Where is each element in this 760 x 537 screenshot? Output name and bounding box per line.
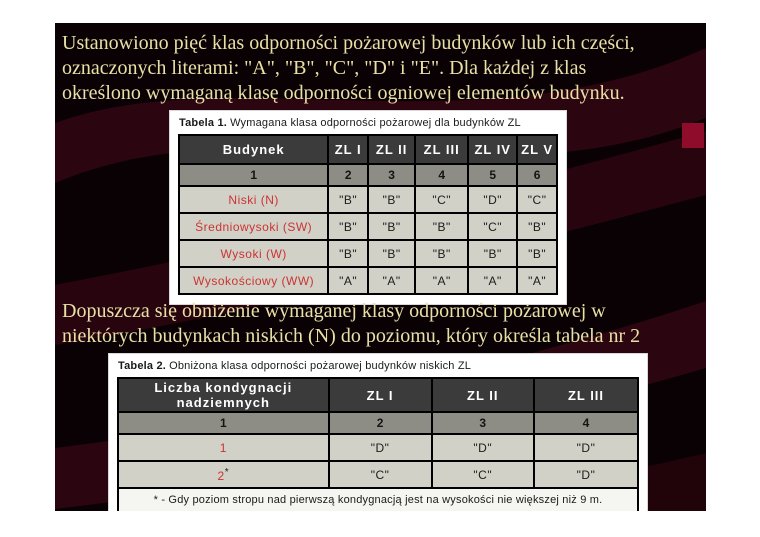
table1-number-cell: 5 [468, 164, 517, 186]
table1-title [179, 117, 558, 129]
table1-cell: "D" [468, 186, 517, 213]
table1-cell: "B" [328, 186, 368, 213]
table2-number-row [118, 412, 638, 434]
table1-row-label: Niski (N) [179, 186, 328, 213]
presentation-slide [55, 23, 706, 511]
table1-header-cell: ZL I [328, 135, 368, 164]
top-paragraph-line: Ustanowiono pięć klas odporności pożarowej budynków lub ich części, [62, 32, 635, 54]
table1-row-sredniowysoki [179, 213, 557, 240]
table1-row-label: Wysoki (W) [179, 240, 328, 267]
table2-cell: "D" [432, 434, 534, 461]
table1-header-row [179, 135, 557, 164]
table1-header-cell: ZL III [415, 135, 468, 164]
mid-paragraph-line: Dopuszcza się obniżenie wymaganej klasy odporności pożarowej w [62, 300, 606, 322]
table1-cell: "B" [368, 213, 415, 240]
table2-title-text: Obniżona klasa odporności pożarowej budynków niskich ZL [169, 360, 472, 372]
table1-cell: "B" [415, 240, 468, 267]
table1-cell: "C" [415, 186, 468, 213]
table1-cell: "B" [468, 240, 517, 267]
table1-header-cell: ZL IV [468, 135, 517, 164]
table1-header-cell: Budynek [179, 135, 328, 164]
table1-cell: "B" [517, 240, 557, 267]
table2-header-cell: Liczba kondygnacji nadziemnych [118, 378, 329, 412]
table2-cell: "D" [534, 461, 638, 488]
table1-title-text: Wymagana klasa odporności pożarowej dla budynków ZL [230, 117, 521, 129]
table1-number-row [179, 164, 557, 186]
table1-number-cell: 4 [415, 164, 468, 186]
table1-row-niski [179, 186, 557, 213]
table1-cell: "B" [368, 186, 415, 213]
top-paragraph-line: określono wymaganą klasę odporności ogniowej elementów budynku. [62, 82, 625, 104]
table1-row-label: Średniowysoki (SW) [179, 213, 328, 240]
table2-footnote: * - Gdy poziom stropu nad pierwszą kondygnacją jest na wysokości nie większej niż 9 m. [118, 488, 638, 511]
table1-number-cell: 2 [328, 164, 368, 186]
table2-header-cell: ZL III [534, 378, 638, 412]
table1-cell: "A" [517, 267, 557, 294]
table2-number-cell: 4 [534, 412, 638, 434]
table1-cell: "A" [468, 267, 517, 294]
table2-header-cell: ZL I [329, 378, 432, 412]
table1-number-cell: 1 [179, 164, 328, 186]
table2-panel [108, 353, 648, 511]
table1-cell: "C" [468, 213, 517, 240]
table2-number-cell: 2 [329, 412, 432, 434]
table1-cell: "B" [328, 213, 368, 240]
table2-row-label: 1 [118, 434, 329, 461]
table1-cell: "B" [368, 240, 415, 267]
table2-header-row [118, 378, 638, 412]
mid-paragraph [62, 299, 640, 349]
table1-cell: "B" [517, 213, 557, 240]
table2-title-number: Tabela 2. [118, 360, 167, 372]
table1-row-label: Wysokościowy (WW) [179, 267, 328, 294]
table2-header-cell: ZL II [432, 378, 534, 412]
table2-number-cell: 1 [118, 412, 329, 434]
table1-cell: "A" [368, 267, 415, 294]
accent-red-square [682, 123, 704, 148]
table2-cell: "C" [432, 461, 534, 488]
table1-title-number: Tabela 1. [179, 117, 228, 129]
mid-paragraph-line: niektórych budynkach niskich (N) do poziomu, który określa tabela nr 2 [62, 325, 641, 347]
table2-row-label: 2* [118, 461, 329, 488]
top-paragraph [62, 31, 635, 106]
table1-cell: "B" [415, 213, 468, 240]
table2-row-2 [118, 461, 638, 488]
table2-cell: "C" [329, 461, 432, 488]
footnote-asterisk: * [224, 466, 230, 478]
table1-row-wysokosciowy [179, 267, 557, 294]
table2-cell: "D" [534, 434, 638, 461]
table1-cell: "A" [415, 267, 468, 294]
table1-panel [169, 110, 567, 305]
table1-number-cell: 6 [517, 164, 557, 186]
table1-row-wysoki [179, 240, 557, 267]
table1-header-cell: ZL II [368, 135, 415, 164]
table1 [178, 134, 558, 295]
table1-number-cell: 3 [368, 164, 415, 186]
table2-row-1 [118, 434, 638, 461]
table2-cell: "D" [329, 434, 432, 461]
table2 [117, 377, 639, 511]
table1-cell: "A" [328, 267, 368, 294]
table1-cell: "C" [517, 186, 557, 213]
table1-cell: "B" [328, 240, 368, 267]
table2-title [118, 360, 639, 372]
table2-number-cell: 3 [432, 412, 534, 434]
top-paragraph-line: oznaczonych literami: "A", "B", "C", "D" i "E". Dla każdej z klas [62, 57, 587, 79]
table1-header-cell: ZL V [517, 135, 557, 164]
table2-footnote-row [118, 488, 638, 511]
